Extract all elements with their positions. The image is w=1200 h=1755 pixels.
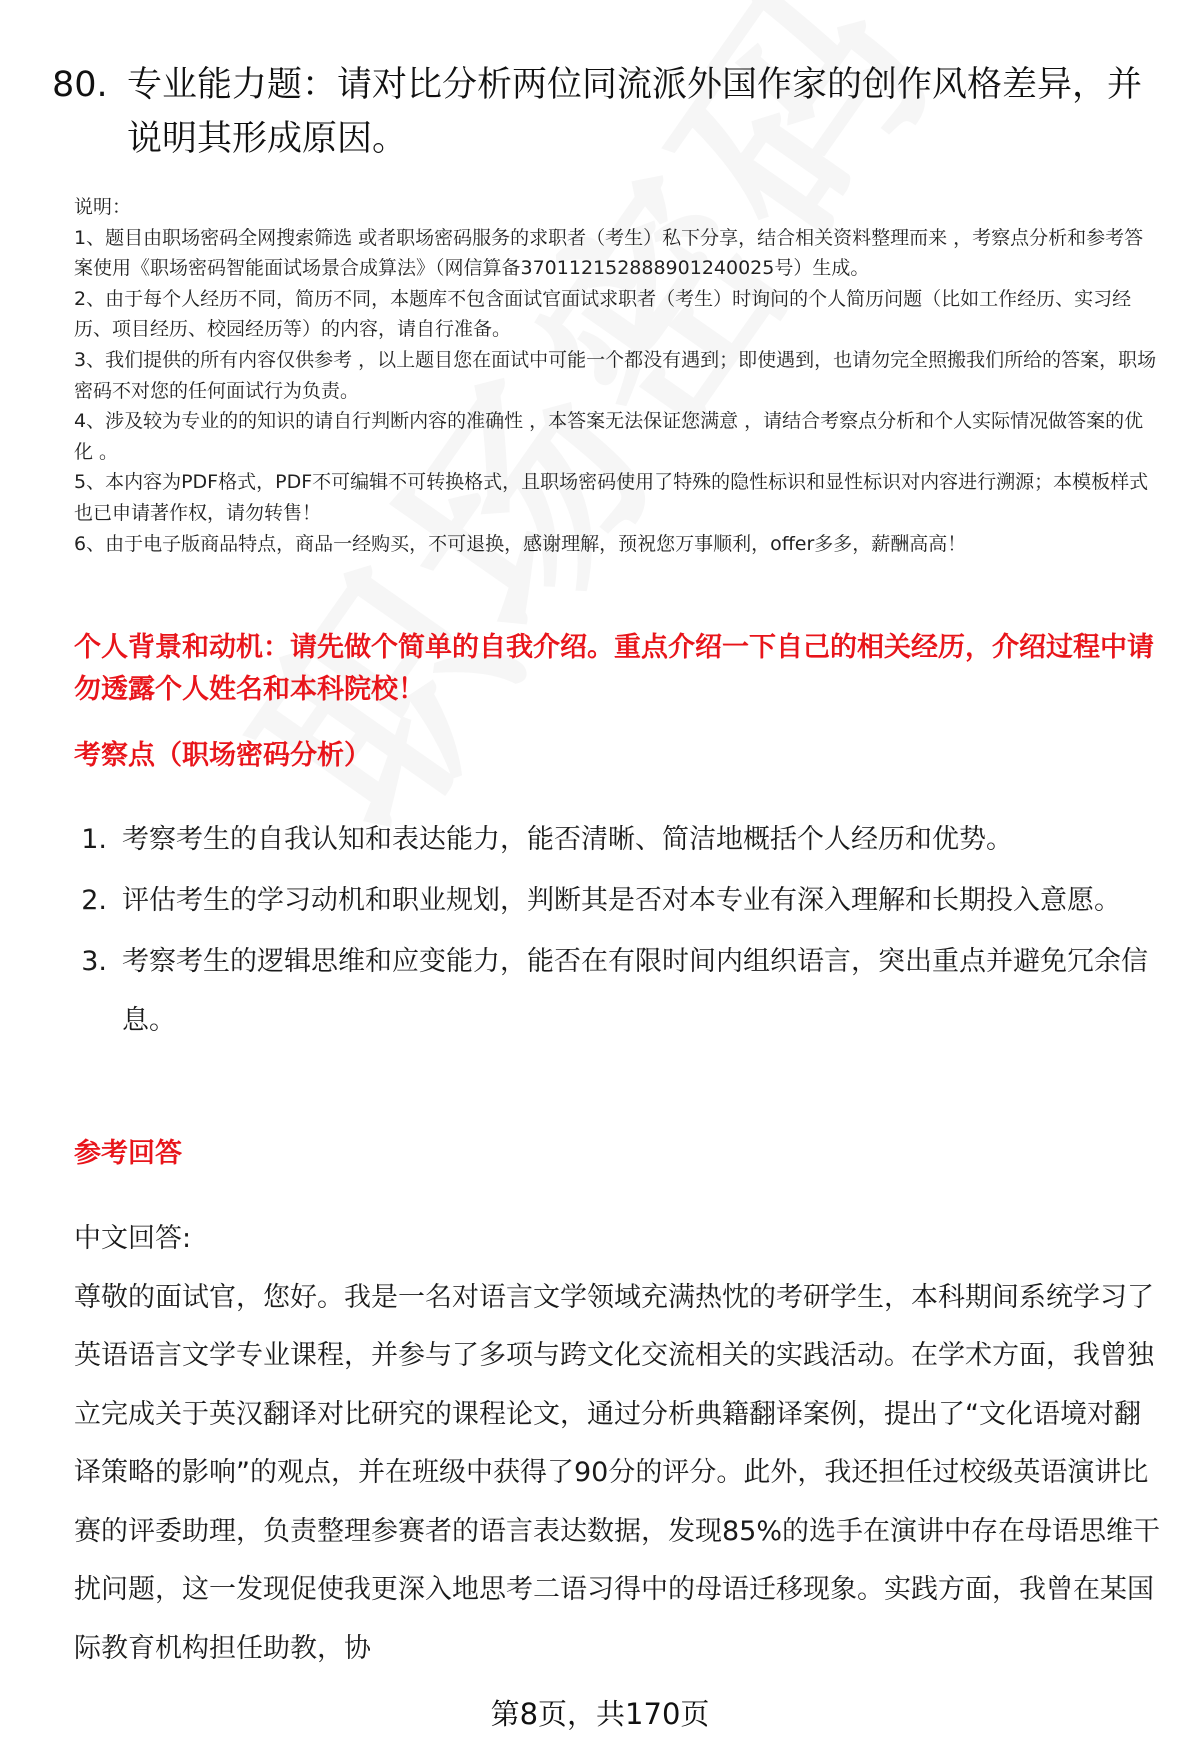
key-points-heading: 考察点（职场密码分析） bbox=[74, 740, 371, 771]
list-item-text: 评估考生的学习动机和职业规划，判断其是否对本专业有深入理解和长期投入意愿。 bbox=[122, 885, 1121, 916]
notes-title: 说明： bbox=[74, 196, 132, 218]
notes-item: 1、题目由职场密码全网搜索筛选 或者职场密码服务的求职者（考生）私下分享，结合相关资料整理而来 ，考察点分析和参考答案使用《职场密码智能面试场景合成算法》（网信算备370112152888901240025号）生成。 bbox=[74, 226, 1144, 280]
notes-item: 6、由于电子版商品特点，商品一经购买，不可退换，感谢理解，预祝您万事顺利，offer多多，薪酬高高！ bbox=[74, 532, 967, 555]
list-item bbox=[74, 810, 1164, 869]
question-text: 专业能力题：请对比分析两位同流派外国作家的创作风格差异，并说明其形成原因。 bbox=[127, 65, 1143, 159]
key-points-list bbox=[74, 810, 1164, 1050]
list-item-text: 考察考生的逻辑思维和应变能力，能否在有限时间内组织语言，突出重点并避免冗余信息。 bbox=[122, 946, 1148, 1036]
question-title bbox=[52, 58, 1162, 166]
answer-label: 中文回答: bbox=[74, 1223, 192, 1254]
notes-section bbox=[74, 192, 1159, 559]
list-item bbox=[74, 871, 1164, 930]
question-number: 80. bbox=[52, 65, 108, 105]
list-item-number: 1. bbox=[81, 824, 107, 855]
page-footer: 第8页，共170页 bbox=[490, 1697, 710, 1731]
list-item-number: 3. bbox=[81, 946, 107, 977]
notes-item: 2、由于每个人经历不同，简历不同，本题库不包含面试官面试求职者（考生）时询问的个人简历问题（比如工作经历、实习经历、项目经历、校园经历等）的内容，请自行准备。 bbox=[74, 287, 1132, 341]
notes-item: 3、我们提供的所有内容仅供参考 ，以上题目您在面试中可能一个都没有遇到；即使遇到，也请勿完全照搬我们所给的答案，职场密码不对您的任何面试行为负责。 bbox=[74, 348, 1157, 402]
notes-item: 5、本内容为PDF格式，PDF不可编辑不可转换格式，且职场密码使用了特殊的隐性标识和显性标识对内容进行溯源；本模板样式也已申请著作权，请勿转售！ bbox=[74, 471, 1149, 524]
list-item-number: 2. bbox=[81, 885, 107, 916]
list-item-text: 考察考生的自我认知和表达能力，能否清晰、简洁地概括个人经历和优势。 bbox=[122, 824, 1013, 855]
list-item bbox=[74, 932, 1164, 1050]
background-heading: 个人背景和动机：请先做个简单的自我介绍。重点介绍一下自己的相关经历，介绍过程中请勿透露个人姓名和本科院校！ bbox=[74, 632, 1154, 705]
answer-body: 尊敬的面试官，您好。我是一名对语言文学领域充满热忱的考研学生，本科期间系统学习了英语语言文学专业课程，并参与了多项与跨文化交流相关的实践活动。在学术方面，我曾独立完成关于英汉翻译对比研究的课程论文，通过分析典籍翻译案例，提出了“文化语境对翻译策略的影响”的观点，并在班级中获得了90分的评分。此外，我还担任过校级英语演讲比赛的评委助理，负责整理参赛者的语言表达数据，发现85%的选手在演讲中存在母语思维干扰问题，这一发现促使我更深入地思考二语习得中的母语迁移现象。实践方面，我曾在某国际教育机构担任助教，协 bbox=[74, 1281, 1161, 1664]
reference-heading: 参考回答 bbox=[74, 1138, 182, 1169]
notes-item: 4、涉及较为专业的的知识的请自行判断内容的准确性 ，本答案无法保证您满意 ，请结合考察点分析和个人实际情况做答案的优化 。 bbox=[74, 410, 1144, 463]
reference-answer bbox=[74, 1210, 1164, 1678]
